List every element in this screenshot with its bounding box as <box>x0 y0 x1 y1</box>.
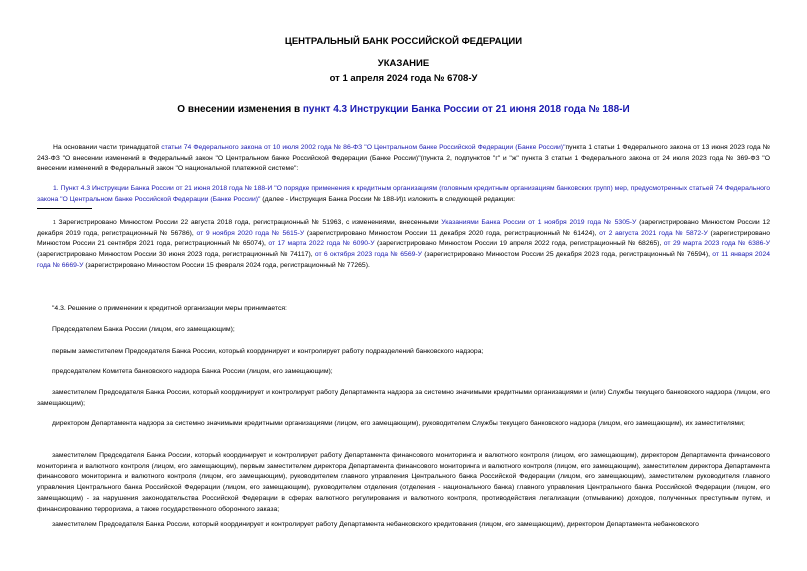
item-1-text: изложить в следующей редакции: <box>406 195 515 203</box>
footnote-divider <box>37 208 92 209</box>
paragraph-chairman: Председателем Банка России (лицом, его замещающим); <box>52 326 235 333</box>
footnote-number: 1 <box>53 220 56 226</box>
preamble-paragraph <box>37 143 770 175</box>
instruction-188-link[interactable]: 1. Пункт 4.3 Инструкции Банка России от 21 июня 2018 года № 188-И "О порядке применения к кредитным организациям (головным кредитным организациям банковских групп) мер, предусмотренных статьей 74 Федерального закона "О Центральном банке Российской Федерации (Банке России)" <box>37 185 770 203</box>
footnote-link[interactable]: от 11 января 2024 года № 6669-У <box>37 251 771 269</box>
document-date-number: от 1 апреля 2024 года № 6708-У <box>329 73 478 84</box>
footnote-link[interactable]: Указаниями Банка России от 1 ноября 2019 года № 5305-У <box>441 219 637 226</box>
footnote-link[interactable]: от 9 ноября 2020 года № 5615-У <box>196 229 305 237</box>
document-subject <box>0 104 807 115</box>
footnote-link[interactable]: от 2 августа 2021 года № 5872-У <box>599 229 708 237</box>
item-1-text: (далее - Инструкция Банка России № 188-И) <box>260 195 404 203</box>
footnote-text: (зарегистрировано Минюстом России 15 февраля 2024 года, регистрационный № 77265). <box>83 261 370 269</box>
footnote-ref: 1 <box>403 196 407 203</box>
footnote-text: (зарегистрировано Минюстом России 30 июня 2023 года, регистрационный № 74117), <box>37 251 315 259</box>
subject-prefix: О внесении изменения в <box>177 104 303 115</box>
subject-link[interactable]: пункт 4.3 Инструкции Банка России от 21 июня 2018 года № 188-И <box>302 104 630 115</box>
paragraph-deputy-finmon: заместителем Председателя Банка России, который координирует и контролирует работу Департамента финансового мониторинга и валютного контроля (лицом, его замещающим), директором Департамента финансового мониторинга и валютного контроля (лицом, его замещающим), первым заместителем директора Департамента финансового мониторинга и валютного контроля (лицом, его замещающим), заместителем директора Департамента финансового мониторинга и валютного контроля (лицом, его замещающим), руководителем главного управления Центрального банка Российской Федерации (лицом, его замещающим), заместителем руководителя главного управления Центрального банка Российской Федерации (лицом, его замещающим), руководителем отделения (отделения - национального банка) главного управления Центрального банка Российской Федерации (лицом, его замещающим) - за нарушения законодательства Российской Федерации в сферах валютного регулирования и валютного контроля, противодействия легализации (отмыванию) доходов, полученных преступным путем, и финансированию терроризма, а также государственного оборонного заказа; <box>37 452 770 513</box>
paragraph-deputy-szko: заместителем Председателя Банка России, который координирует и контролирует работу Департамента надзора за системно значимыми кредитными организациями и (или) Службы текущего банковского надзора (лицом, его замещающим); <box>37 389 770 407</box>
item-1-paragraph <box>37 184 770 205</box>
footnote-text: (зарегистрировано Минюстом России 25 декабря 2023 года, регистрационный № 76594), <box>421 251 713 259</box>
preamble-text: пункта 1 статьи 1 Федерального закона от 13 июня 2023 года № 243-ФЗ "О внесении изменений в Федеральный закон "О Центральном банке Российской Федерации (Банке России)" <box>37 144 770 162</box>
footnote-paragraph <box>37 218 770 272</box>
footnote-link[interactable]: от 29 марта 2023 года № 6386-У <box>663 240 771 248</box>
footnote-text: (зарегистрировано Минюстом России 21 сентября 2021 года, регистрационный № 65074), <box>37 229 770 248</box>
preamble-text: (пункта 2, подпунктов "г" и "ж" пункта 3 статьи 1 Федерального закона от 24 июля 2023 года № 369-ФЗ "О внесении изменений в Федеральный закон "О национальной платежной системе": <box>37 154 770 173</box>
paragraph-committee-chair: председателем Комитета банковского надзора Банка России (лицом, его замещающим); <box>52 368 333 375</box>
footnote-text: (зарегистрировано Минюстом России 11 декабря 2020 года, регистрационный № 61424), <box>304 229 600 237</box>
paragraph-first-deputy: первым заместителем Председателя Банка России, который координирует и контролирует работу подразделений банковского надзора; <box>52 348 484 355</box>
paragraph-4-3-intro: "4.3. Решение о применении к кредитной организации меры принимается: <box>52 305 287 312</box>
footnote-link[interactable]: от 17 марта 2022 года № 6090-У <box>268 240 375 248</box>
paragraph-director-szko: директором Департамента надзора за системно значимыми кредитными организациями (лицом, его замещающим), руководителем Службы текущего банковского надзора (лицом, его замещающим), их заместителями; <box>52 420 745 427</box>
footnote-text: (зарегистрировано Минюстом России 12 декабря 2019 года, регистрационный № 56786), <box>37 219 770 237</box>
footnote-text: Зарегистрировано Минюстом России 22 августа 2018 года, регистрационный № 51963, с изменениями, внесенными <box>55 219 442 226</box>
preamble-link-law-86[interactable]: статьи 74 Федерального закона от 10 июля 2002 года № 86-ФЗ "О Центральном банке Российской Федерации (Банке России)" <box>161 144 566 151</box>
document-type: УКАЗАНИЕ <box>377 58 430 69</box>
footnote-text: (зарегистрировано Минюстом России 19 апреля 2022 года, регистрационный № 68265), <box>374 240 664 248</box>
preamble-text: На основании части тринадцатой <box>53 144 162 151</box>
paragraph-deputy-nonbank: заместителем Председателя Банка России, который координирует и контролирует работу Департамента небанковского кредитования (лицом, его замещающим), директором Департамента небанковского <box>52 521 699 528</box>
organization-title: ЦЕНТРАЛЬНЫЙ БАНК РОССИЙСКОЙ ФЕДЕРАЦИИ <box>284 36 523 47</box>
footnote-link[interactable]: от 6 октября 2023 года № 6569-У <box>314 251 422 259</box>
